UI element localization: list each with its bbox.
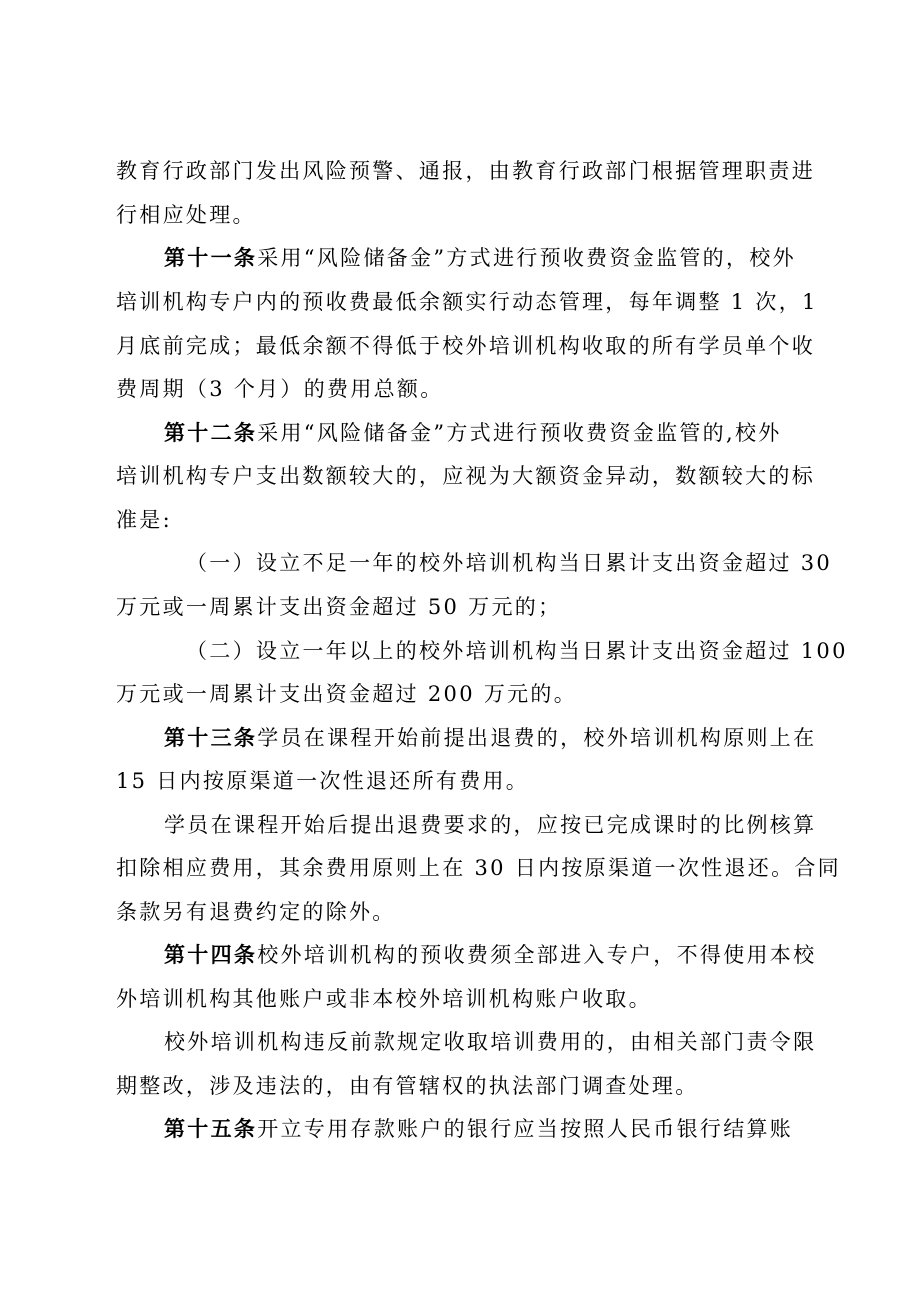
article-12-heading-line: 第十二条采用“风险储备金”方式进行预收费资金监管的,校外 — [164, 420, 782, 445]
list-item-one: （一）设立不足一年的校外培训机构当日累计支出资金超过 30 — [186, 551, 833, 575]
article-14-heading-line: 第十四条校外培训机构的预收费须全部进入专户，不得使用本校 — [164, 942, 817, 967]
text-line: 学员在课程开始后提出退费要求的，应按已完成课时的比例核算 — [164, 813, 817, 837]
text-line: 期整改，涉及违法的，由有管辖权的执法部门调查处理。 — [116, 1074, 699, 1098]
text-line: 行相应处理。 — [116, 203, 256, 227]
text-line: 外培训机构其他账户或非本校外培训机构账户收取。 — [116, 987, 652, 1011]
article-11-heading-line: 第十一条采用“风险储备金”方式进行预收费资金监管的，校外 — [164, 245, 796, 270]
article-label: 第十四条 — [164, 942, 258, 967]
text-line: 培训机构专户内的预收费最低余额实行动态管理，每年调整 1 次，1 — [116, 290, 818, 314]
article-label: 第十一条 — [164, 245, 258, 270]
text-line: 扣除相应费用，其余费用原则上在 30 日内按原渠道一次性退还。合同 — [116, 856, 841, 880]
text-line: 费周期（3 个月）的费用总额。 — [116, 377, 444, 401]
text-line: 校外培训机构违反前款规定收取培训费用的，由相关部门责令限 — [164, 1030, 817, 1054]
text-line: 教育行政部门发出风险预警、通报，由教育行政部门根据管理职责进 — [116, 159, 815, 183]
text-line: 准是: — [116, 508, 172, 532]
text-line: 培训机构专户支出数额较大的，应视为大额资金异动，数额较大的标 — [116, 464, 815, 488]
list-item-two: （二）设立一年以上的校外培训机构当日累计支出资金超过 100 — [186, 639, 848, 663]
article-15-heading-line: 第十五条开立专用存款账户的银行应当按照人民币银行结算账 — [164, 1116, 794, 1141]
text-line: 15 日内按原渠道一次性退还所有费用。 — [116, 769, 530, 793]
article-13-heading-line: 第十三条学员在课程开始前提出退费的，校外培训机构原则上在 — [164, 725, 817, 750]
text-line: 万元或一周累计支出资金超过 50 万元的； — [116, 595, 562, 619]
article-label: 第十五条 — [164, 1116, 258, 1141]
text-line: 月底前完成；最低余额不得低于校外培训机构收取的所有学员单个收 — [116, 334, 815, 358]
text-line: 条款另有退费约定的除外。 — [116, 900, 396, 924]
article-label: 第十三条 — [164, 725, 258, 750]
text-line: 万元或一周累计支出资金超过 200 万元的。 — [116, 682, 578, 706]
article-label: 第十二条 — [164, 420, 258, 445]
